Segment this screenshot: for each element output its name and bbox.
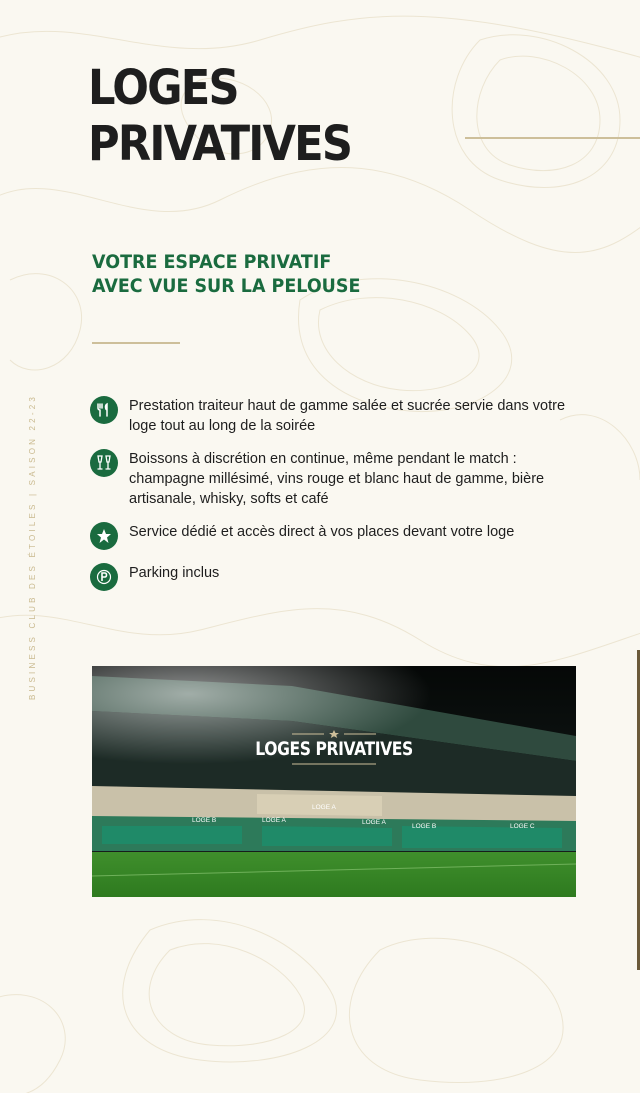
decorative-rule-top <box>465 137 640 139</box>
title-line-1: LOGES <box>88 60 238 116</box>
loge-label: LOGE A <box>362 819 386 826</box>
cutlery-icon <box>90 396 118 424</box>
feature-item-catering <box>90 396 580 436</box>
side-caption: BUSINESS CLUB DES ÉTOILES | SAISON 22-23 <box>28 394 37 700</box>
page-subtitle <box>92 250 360 298</box>
feature-text: Parking inclus <box>129 565 220 581</box>
loge-label: LOGE C <box>510 823 535 830</box>
photo-title: LOGES PRIVATIVES <box>255 738 413 760</box>
page-title <box>88 60 351 172</box>
champagne-glasses-icon <box>90 449 118 477</box>
subtitle-line-1: VOTRE ESPACE PRIVATIF <box>92 251 332 273</box>
title-line-2: PRIVATIVES <box>88 116 352 172</box>
feature-item-service <box>90 522 580 550</box>
loge-label: LOGE B <box>412 823 437 830</box>
stadium-photo <box>92 666 576 897</box>
photo-title-wrap <box>92 738 576 760</box>
star-icon <box>90 522 118 550</box>
parking-icon <box>90 563 118 591</box>
feature-text: Service dédié et accès direct à vos places devant votre loge <box>129 524 515 540</box>
loge-label: LOGE B <box>192 817 217 824</box>
feature-text: Boissons à discrétion en continue, même pendant le match : champagne millésimé, vins rouge et blanc haut de gamme, bière artisanale, whisky, softs et café <box>129 451 545 507</box>
loge-label: LOGE A <box>312 804 336 811</box>
subtitle-line-2: AVEC VUE SUR LA PELOUSE <box>92 275 361 297</box>
feature-item-drinks <box>90 449 580 509</box>
decorative-rule-middle <box>92 342 180 344</box>
feature-item-parking <box>90 563 580 591</box>
feature-text: Prestation traiteur haut de gamme salée et sucrée servie dans votre loge tout au long de la soirée <box>129 398 566 434</box>
loge-label: LOGE A <box>262 817 286 824</box>
feature-list <box>90 396 580 604</box>
